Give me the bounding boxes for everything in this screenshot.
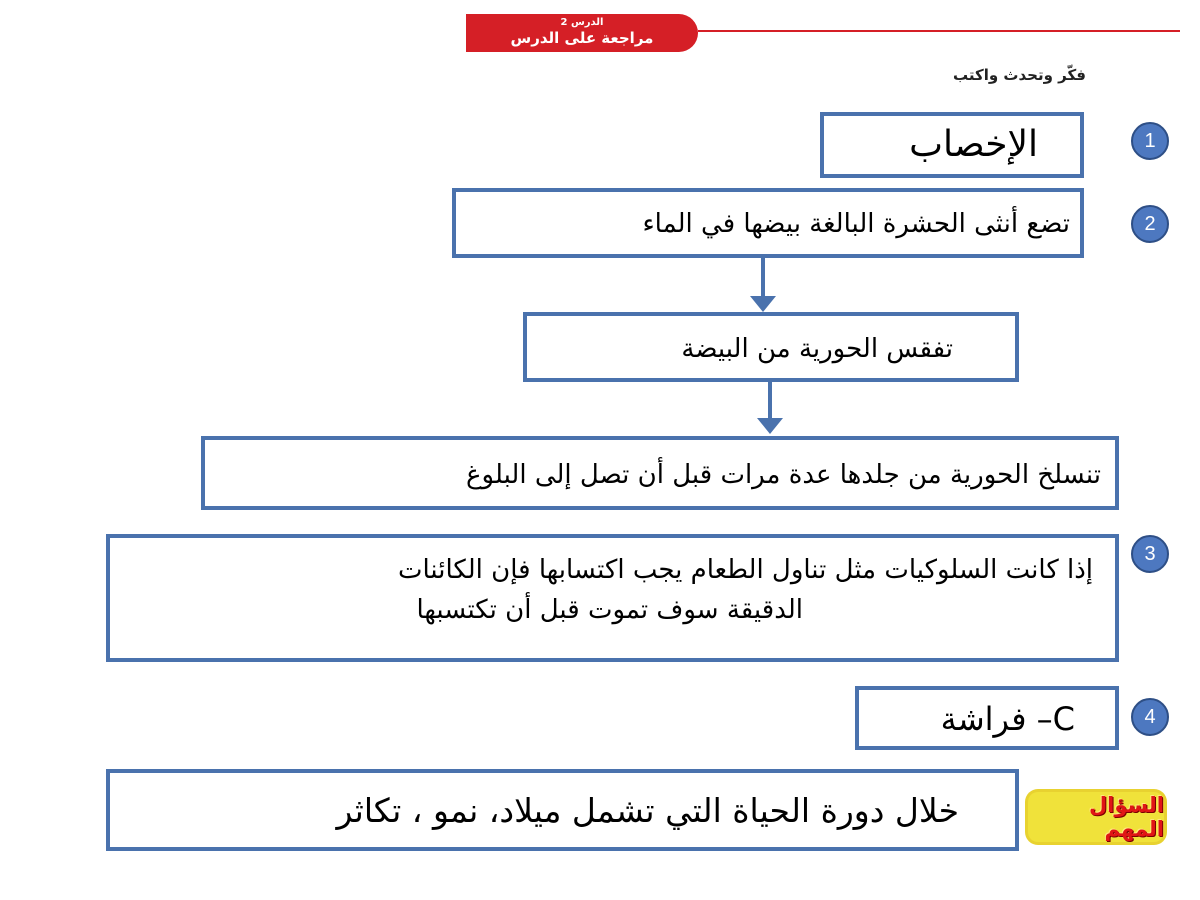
arrow-2-head xyxy=(757,418,783,434)
step-1-text: تضع أنثى الحشرة البالغة بيضها في الماء xyxy=(642,209,1070,239)
answer-1-text: الإخصاب xyxy=(909,124,1038,165)
important-question-label: السؤال المهم xyxy=(1088,793,1164,841)
answer-box-4 xyxy=(855,686,1119,750)
lesson-label: الدرس 2 xyxy=(560,17,604,28)
lesson-title: مراجعة على الدرس xyxy=(510,29,654,47)
important-question-badge xyxy=(1028,792,1164,842)
step-3-text: تنسلخ الحورية من جلدها عدة مرات قبل أن تصل إلى البلوغ xyxy=(466,460,1101,490)
header-rule xyxy=(698,30,1180,32)
question-number-4: 4 xyxy=(1131,698,1169,736)
arrow-1-shaft xyxy=(761,258,765,300)
important-answer-text: خلال دورة الحياة التي تشمل ميلاد، نمو ، تكاثر xyxy=(336,791,959,830)
question-number-2: 2 xyxy=(1131,205,1169,243)
question-number-1: 1 xyxy=(1131,122,1169,160)
important-answer-box xyxy=(106,769,1019,851)
step-2-text: تفقس الحورية من البيضة xyxy=(681,334,953,364)
answer-3-line-1: إذا كانت السلوكيات مثل تناول الطعام يجب اكتسابها فإن الكائنات xyxy=(397,555,1093,585)
step-box-3 xyxy=(201,436,1119,510)
answer-4-text: C– فراشة xyxy=(940,700,1075,738)
answer-box-1 xyxy=(820,112,1084,178)
arrow-2-shaft xyxy=(768,382,772,422)
answer-3-line-2: الدقيقة سوف تموت قبل أن تكتسبها xyxy=(416,595,803,625)
step-box-2 xyxy=(523,312,1019,382)
step-box-1 xyxy=(452,188,1084,258)
answer-box-3 xyxy=(106,534,1119,662)
section-subtitle: فكّر وتحدث واكتب xyxy=(952,66,1086,84)
arrow-1-head xyxy=(750,296,776,312)
question-number-3: 3 xyxy=(1131,535,1169,573)
lesson-banner xyxy=(466,14,698,52)
